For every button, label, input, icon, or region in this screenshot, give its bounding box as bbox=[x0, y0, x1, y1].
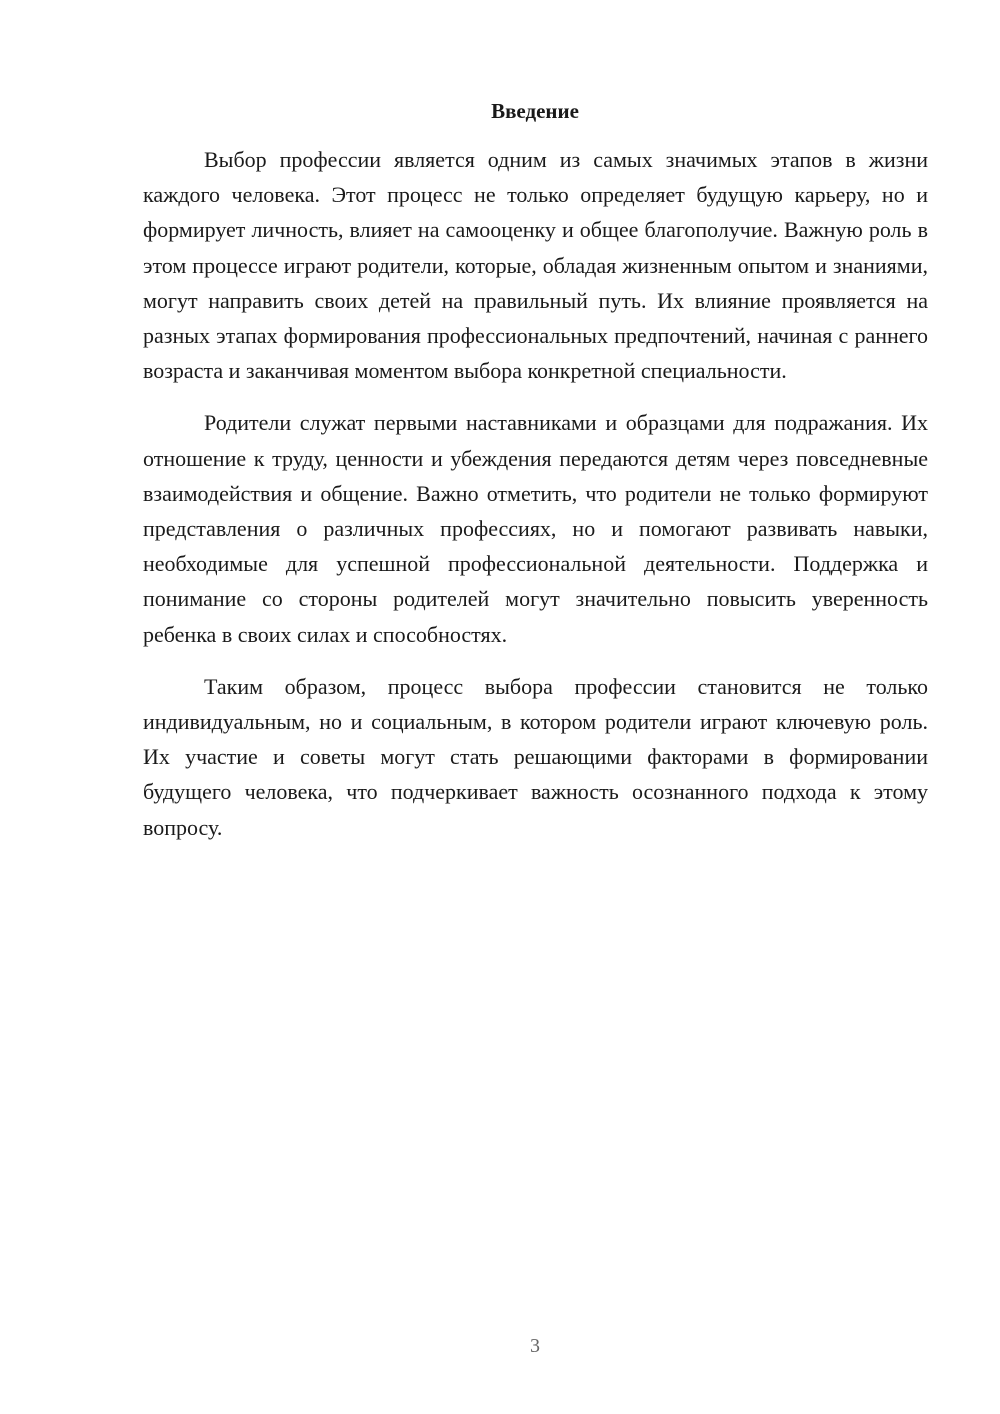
page-number: 3 bbox=[530, 1335, 540, 1357]
paragraph-3: Таким образом, процесс выбора профессии становится не только индивидуальным, но и социальным, в котором родители играют ключевую роль. Их участие и советы могут стать решающими факторами в формировании будущего человека, что подчеркивает важность осознанного подхода к этому вопросу. bbox=[143, 673, 928, 840]
paragraph-2: Родители служат первыми наставниками и образцами для подражания. Их отношение к труду, ценности и убеждения передаются детям через повседневные взаимодействия и общение. Важно отметить, что родители не только формируют представления о различных профессиях, но и помогают развивать навыки, необходимые для успешной профессиональной деятельности. Поддержка и понимание со стороны родителей могут значительно повысить уверенность ребенка в своих силах и способностях. bbox=[143, 410, 928, 647]
section-title: Введение bbox=[491, 99, 579, 123]
section-body bbox=[143, 142, 928, 862]
paragraph-1: Выбор профессии является одним из самых значимых этапов в жизни каждого человека. Этот процесс не только определяет будущую карьеру, но и формирует личность, влияет на самооценку и общее благополучие. Важную роль в этом процессе играют родители, которые, обладая жизненным опытом и знаниями, могут направить своих детей на правильный путь. Их влияние проявляется на разных этапах формирования профессиональных предпочтений, начиная с раннего возраста и заканчивая моментом выбора конкретной специальности. bbox=[143, 147, 928, 384]
